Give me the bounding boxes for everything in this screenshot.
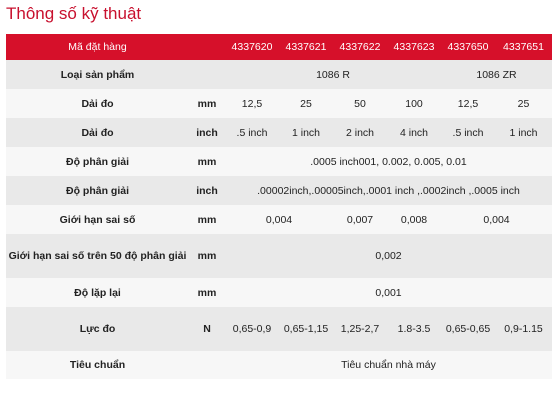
page-title: Thông số kỹ thuật	[6, 4, 142, 23]
cell-value: 25	[279, 89, 333, 118]
row-unit	[189, 351, 225, 379]
cell-value: 0,65-0,9	[225, 307, 279, 351]
spec-table	[6, 34, 552, 379]
row-unit: mm	[189, 89, 225, 118]
row-label: Loại sản phẩm	[6, 60, 189, 89]
table-row	[6, 278, 552, 307]
row-label: Độ phân giải	[6, 147, 189, 176]
cell-value: 0,65-1,15	[279, 307, 333, 351]
row-unit	[189, 60, 225, 89]
row-unit: inch	[189, 176, 225, 205]
row-label: Dải đo	[6, 89, 189, 118]
cell-value: 12,5	[441, 89, 495, 118]
row-label: Độ phân giải	[6, 176, 189, 205]
row-unit: N	[189, 307, 225, 351]
cell-value: 0,65-0,65	[441, 307, 495, 351]
cell-value: 0,004	[225, 205, 333, 234]
cell-value: .5 inch	[225, 118, 279, 147]
cell-value: 0,9-1.15	[495, 307, 552, 351]
cell-value: 1086 R	[225, 60, 441, 89]
table-row	[6, 307, 552, 351]
cell-value: 0,002	[225, 234, 552, 278]
cell-value: .00002inch,.00005inch,.0001 inch ,.0002inch ,.0005 inch	[225, 176, 552, 205]
row-unit: mm	[189, 147, 225, 176]
row-label: Giới hạn sai số trên 50 độ phân giải	[6, 234, 189, 278]
cell-value: 1 inch	[279, 118, 333, 147]
header-code: 4337621	[279, 34, 333, 60]
row-label: Lực đo	[6, 307, 189, 351]
cell-value: 50	[333, 89, 387, 118]
header-code: 4337620	[225, 34, 279, 60]
cell-value: 0,008	[387, 205, 441, 234]
cell-value: 1 inch	[495, 118, 552, 147]
row-unit: inch	[189, 118, 225, 147]
header-code: 4337622	[333, 34, 387, 60]
table-row	[6, 234, 552, 278]
table-row	[6, 176, 552, 205]
row-unit: mm	[189, 278, 225, 307]
header-code: 4337623	[387, 34, 441, 60]
row-unit: mm	[189, 205, 225, 234]
cell-value: 4 inch	[387, 118, 441, 147]
row-label: Dải đo	[6, 118, 189, 147]
row-label: Tiêu chuẩn	[6, 351, 189, 379]
cell-value: 1.8-3.5	[387, 307, 441, 351]
header-unit	[189, 34, 225, 60]
cell-value: 2 inch	[333, 118, 387, 147]
table-row	[6, 147, 552, 176]
row-label: Độ lặp lại	[6, 278, 189, 307]
cell-value: 1,25-2,7	[333, 307, 387, 351]
cell-value: .5 inch	[441, 118, 495, 147]
row-label: Giới hạn sai số	[6, 205, 189, 234]
table-header-row	[6, 34, 552, 60]
header-code: 4337651	[495, 34, 552, 60]
cell-value: 0,007	[333, 205, 387, 234]
cell-value: 25	[495, 89, 552, 118]
table-row	[6, 60, 552, 89]
cell-value: Tiêu chuẩn nhà máy	[225, 351, 552, 379]
table-row	[6, 89, 552, 118]
header-label: Mã đặt hàng	[6, 34, 189, 60]
cell-value: 1086 ZR	[441, 60, 552, 89]
row-unit: mm	[189, 234, 225, 278]
cell-value: 12,5	[225, 89, 279, 118]
header-code: 4337650	[441, 34, 495, 60]
table-row	[6, 351, 552, 379]
table-row	[6, 118, 552, 147]
cell-value: 100	[387, 89, 441, 118]
cell-value: 0,001	[225, 278, 552, 307]
cell-value: 0,004	[441, 205, 552, 234]
cell-value: .0005 inch001, 0.002, 0.005, 0.01	[225, 147, 552, 176]
table-row	[6, 205, 552, 234]
